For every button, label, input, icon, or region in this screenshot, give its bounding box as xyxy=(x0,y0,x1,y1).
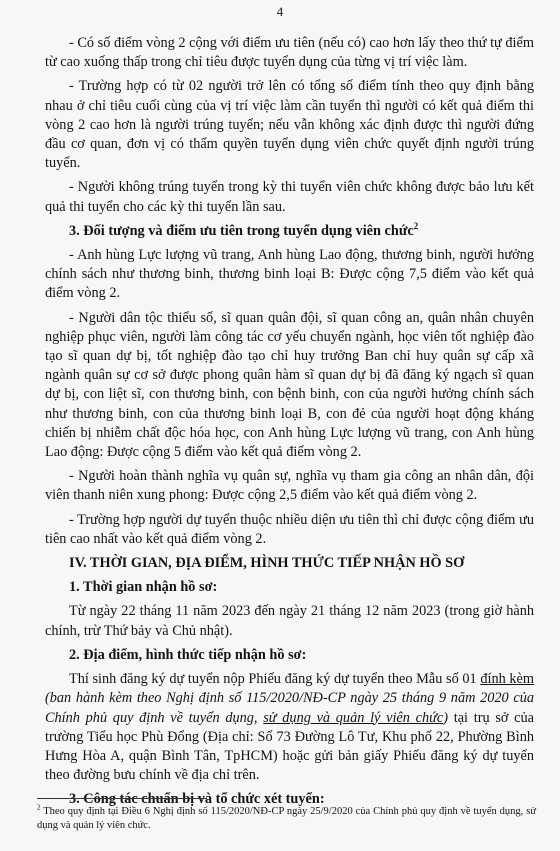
section-heading-priority: 3. Đối tượng và điểm ưu tiên trong tuyển dụng viên chức$^2$ xyxy=(69,221,419,239)
paragraph-no-carryover: - Người không trúng tuyển trong kỳ thi tuyển viên chức không được bảo lưu kết quả thi tuyển cho các kỳ thi tuyển lần sau. xyxy=(45,179,534,215)
paragraph-priority-multiple: - Trường hợp người dự tuyển thuộc nhiều diện ưu tiên thì chỉ được cộng điểm ưu tiên cao nhất vào kết quả điểm vòng 2. xyxy=(45,511,534,547)
page-number: 4 xyxy=(276,4,284,19)
footnote-marker: 2 xyxy=(37,803,41,812)
paragraph-place: Thí sinh đăng ký dự tuyển nộp Phiếu đăng ký dự tuyển theo Mẫu số 01 đính kèm (ban hành kèm theo Nghị định số 115/2020/NĐ-CP ngày 25 tháng 9 năm 2020 của Chính phủ quy định về tuyển dụng, sử dụng và quản lý viên chức) tại trụ sở của trường Tiểu học Phù Đổng (Địa chỉ: Số 73 Đường Lô Tư, Khu phố 22, Phường Bình Hưng Hòa A, quận Bình Tân, TpHCM) hoặc gửi bản giấy Phiếu đăng ký dự tuyển theo đường bưu chính về địa chỉ trên. xyxy=(45,671,535,784)
paragraph-priority-2-5: - Người hoàn thành nghĩa vụ quân sự, nghĩa vụ tham gia công an nhân dân, đội viên thanh niên xung phong: Được cộng 2,5 điểm vào kết quả điểm vòng 2. xyxy=(45,468,534,504)
footnote xyxy=(37,805,536,833)
paragraph-tie-rule: - Trường hợp có từ 02 người trở lên có tổng số điểm tính theo quy định bằng nhau ở chỉ tiêu cuối cùng của vị trí việc làm cần tuyển thì người có kết quả điểm thi vòng 2 cao hơn là người trúng tuyển; nếu vẫn không xác định được thì người đứng đầu cơ quan, đơn vị có thẩm quyền tuyển dụng viên chức quyết định người trúng tuyển. xyxy=(45,78,534,172)
footnote-divider xyxy=(37,798,207,799)
footnote-text: Theo quy định tại Điều 6 Nghị định số 115/2020/NĐ-CP ngày 25/9/2020 của Chính phủ quy định về tuyển dụng, sử dụng và quản lý viên chức. xyxy=(37,806,536,831)
decree-reference: (ban hành kèm theo Nghị định số 115/2020/NĐ-CP ngày 25 tháng 9 năm 2020 của Chính phủ quy định về tuyển dụng, xyxy=(45,690,534,726)
paragraph-time: Từ ngày 22 tháng 11 năm 2023 đến ngày 21 tháng 12 năm 2023 (trong giờ hành chính, trừ Thứ bảy và Chủ nhật). xyxy=(45,603,534,639)
subheading-preparation: 3. Công tác chuẩn bị và tổ chức xét tuyển: xyxy=(69,791,325,808)
attached-text: đính kèm xyxy=(480,671,535,688)
subheading-time: 1. Thời gian nhận hồ sơ: xyxy=(69,579,218,596)
paragraph-priority-5: - Người dân tộc thiểu số, sĩ quan quân đội, sĩ quan công an, quân nhân chuyên nghiệp phục viên, người làm công tác cơ yếu chuyển ngành, học viên tốt nghiệp đào tạo sĩ quan dự bị, tốt nghiệp đào tạo chỉ huy trưởng Ban chỉ huy quân sự cấp xã ngành quân sự cơ sở được phong quân hàm sĩ quan dự bị đã đăng ký ngạch sĩ quan dự bị, con liệt sĩ, con thương binh, con bệnh binh, con của người hưởng chính sách như thương binh, con của thương binh loại B, con đẻ của người hoạt động kháng chiến bị nhiễm chất độc hóa học, con Anh hùng Lực lượng vũ trang, con Anh hùng Lao động: Được cộng 5 điểm vào kết quả điểm vòng 2. xyxy=(45,309,534,461)
paragraph-priority-7-5: - Anh hùng Lực lượng vũ trang, Anh hùng Lao động, thương binh, người hưởng chính sách như thương binh, thương binh loại B: Được cộng 7,5 điểm vào kết quả điểm vòng 2. xyxy=(45,247,534,302)
footnote-ref: 2 xyxy=(413,221,419,232)
decree-subject: sử dụng và quản lý viên chức xyxy=(263,709,444,726)
paragraph-ranking-rule: - Có số điểm vòng 2 cộng với điểm ưu tiên (nếu có) cao hơn lấy theo thứ tự điểm từ cao xuống thấp trong chỉ tiêu được tuyển dụng của từng vị trí việc làm. xyxy=(45,35,534,71)
subheading-place: 2. Địa điểm, hình thức tiếp nhận hồ sơ: xyxy=(69,646,307,663)
chapter-heading-iv: IV. THỜI GIAN, ĐỊA ĐIỂM, HÌNH THỨC TIẾP NHẬN HỒ SƠ xyxy=(69,555,465,572)
document-body xyxy=(45,34,534,815)
